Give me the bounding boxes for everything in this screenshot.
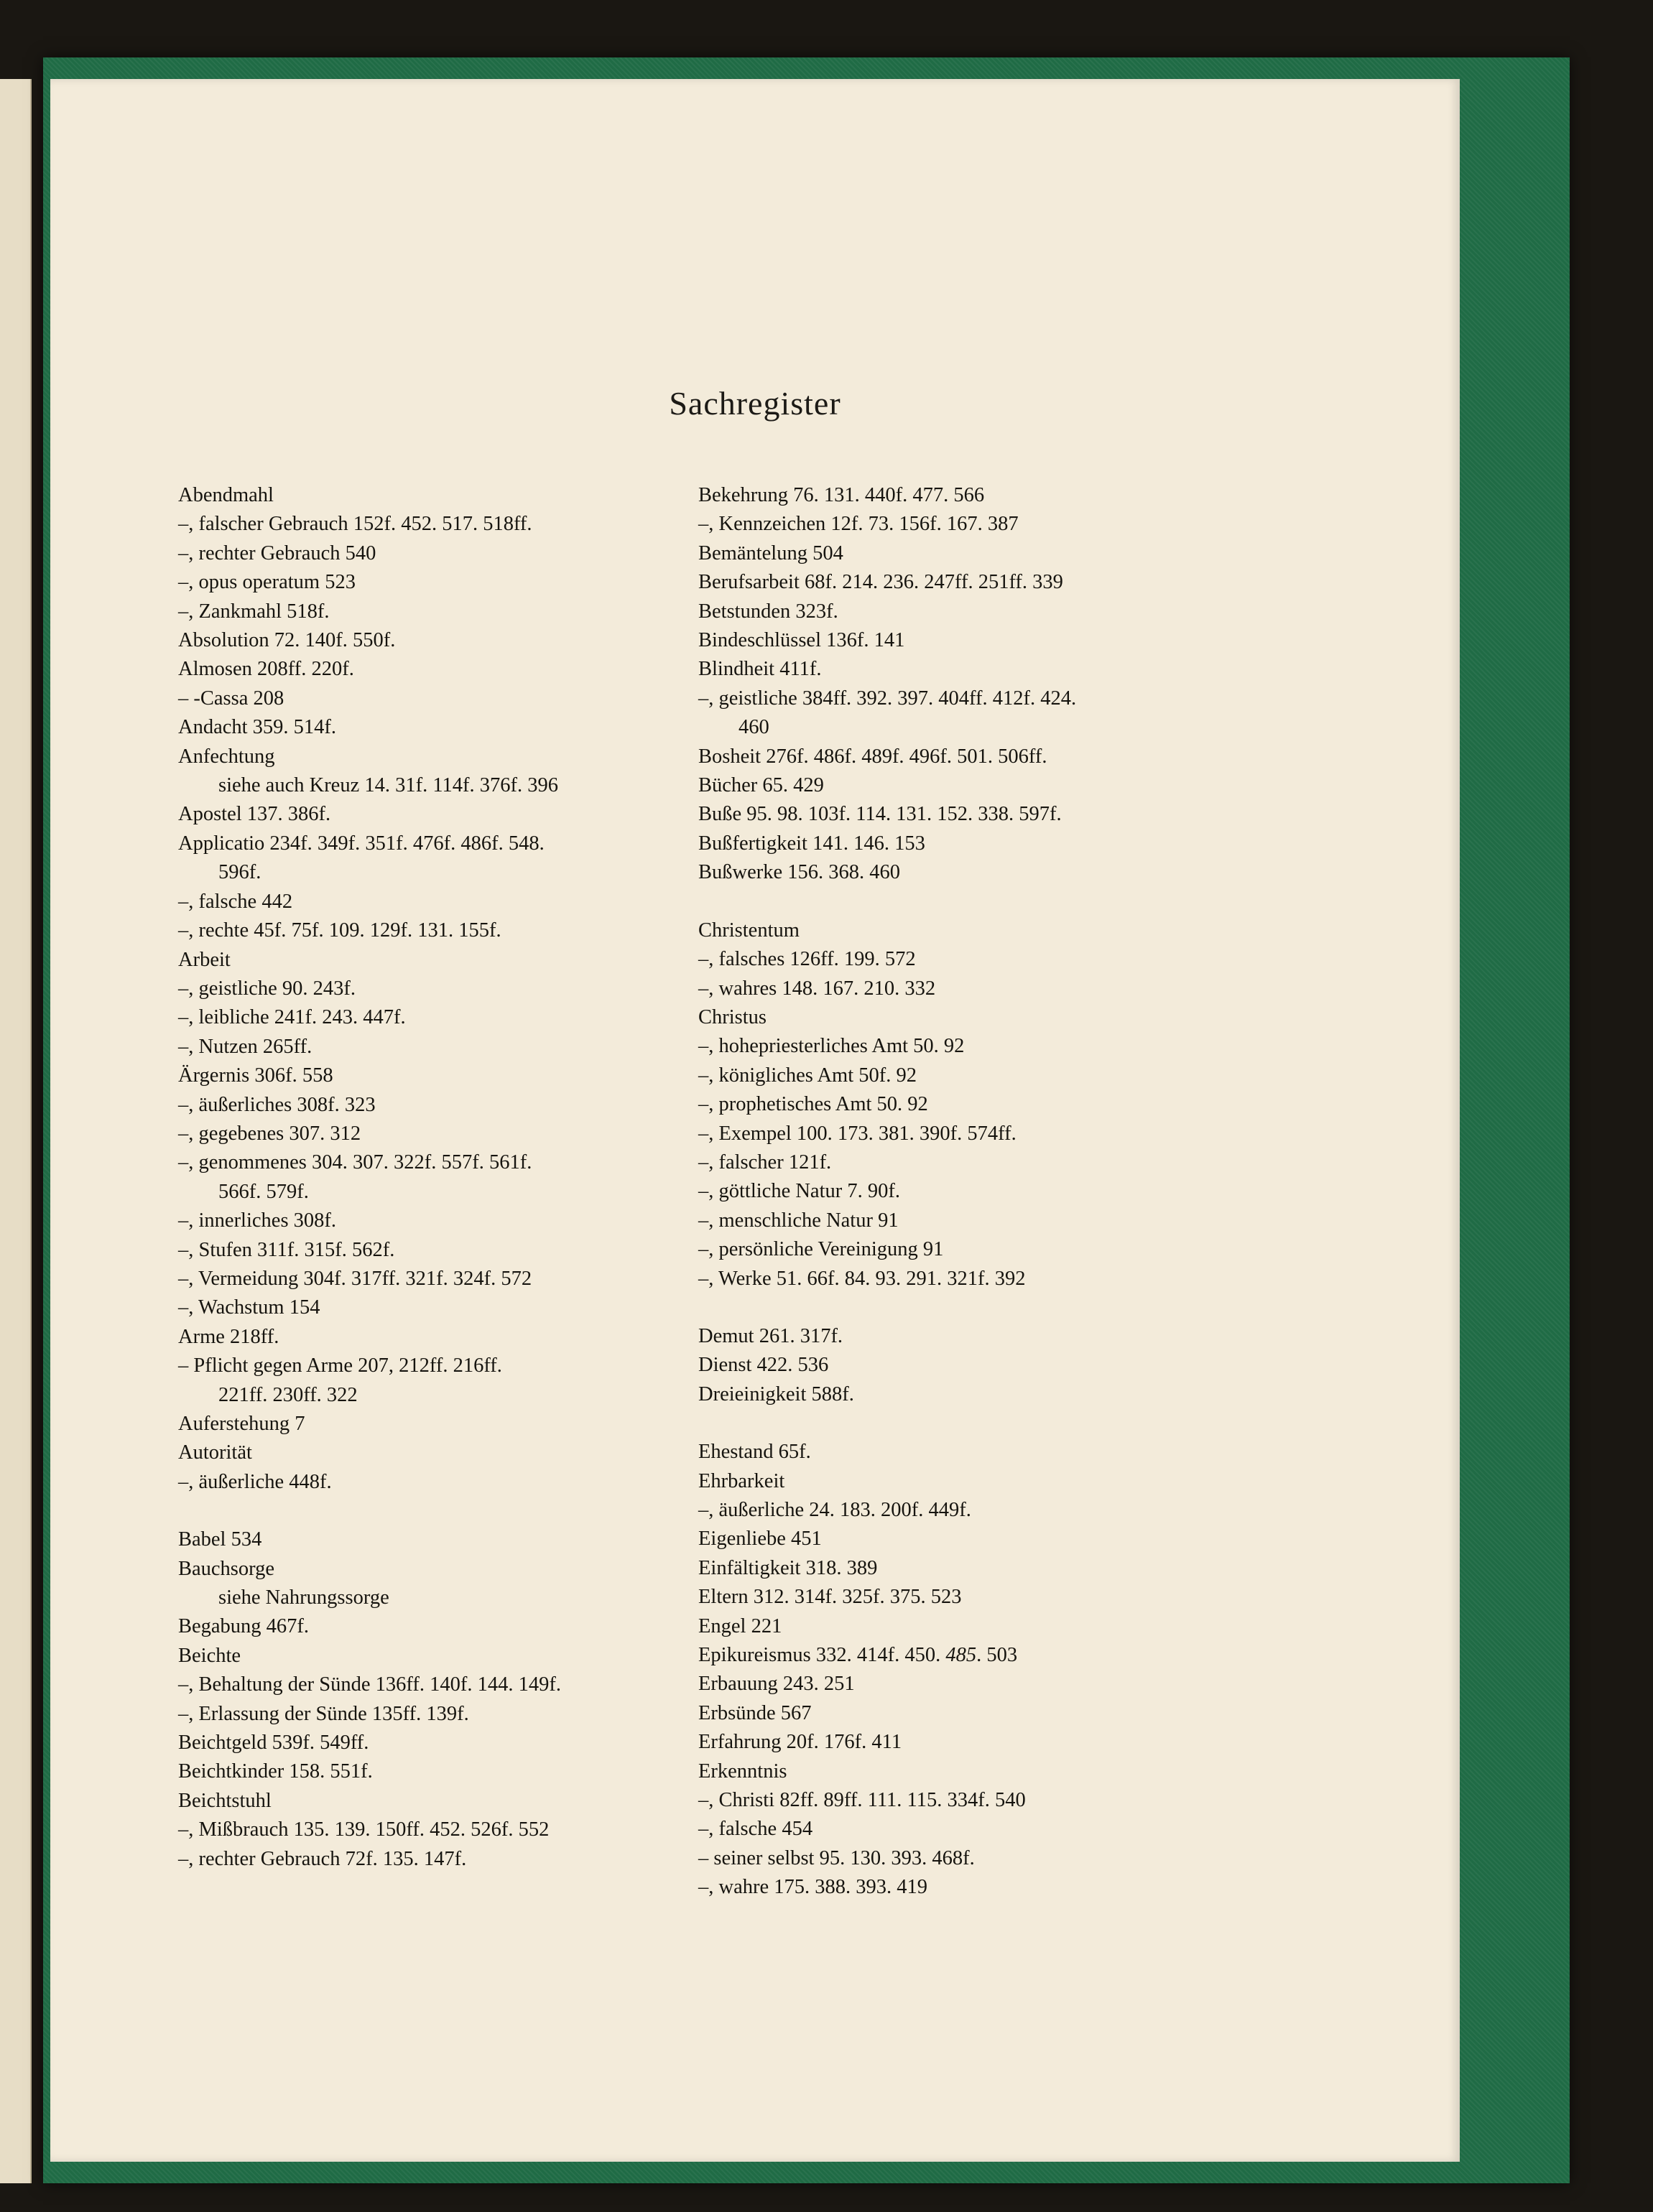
index-subentry [698,975,1251,1003]
index-entry [698,1699,1251,1728]
index-column-right [698,481,1251,1902]
entry-text: –, königliches Amt 50f. 92 [698,1064,917,1087]
index-entry [698,1757,1251,1786]
index-subentry [178,916,731,945]
index-entry [698,626,1251,655]
entry-text: Ehrbarkeit [698,1469,785,1492]
index-subentry [178,1207,731,1235]
entry-text: Autorität [178,1441,252,1464]
index-entry [698,858,1251,887]
entry-text: –, äußerliches 308f. 323 [178,1093,376,1116]
index-entry [698,1670,1251,1698]
entry-text: –, wahre 175. 388. 393. 419 [698,1876,927,1899]
index-entry [178,655,731,684]
index-entry [698,830,1251,858]
entry-text: –, Zankmahl 518f. [178,600,330,623]
index-subentry [698,1148,1251,1177]
index-entry [698,916,1251,945]
entry-text: Bemäntelung 504 [698,542,843,564]
entry-text: –, innerliches 308f. [178,1209,337,1232]
index-entry [698,1641,1251,1670]
entry-text: Bußfertigkeit 141. 146. 153 [698,832,925,855]
index-entry [178,1787,731,1816]
entry-text: –, äußerliche 24. 183. 200f. 449f. [698,1499,971,1521]
index-entry [698,1467,1251,1496]
entry-text: –, falscher 121f. [698,1151,832,1174]
entry-text: Erbauung 243. 251 [698,1673,855,1696]
index-entry [178,830,731,858]
entry-text: siehe Nahrungssorge [218,1586,389,1609]
entry-text: –, Vermeidung 304f. 317ff. 321f. 324f. 572 [178,1267,532,1290]
section-gap [178,1497,731,1525]
index-entry [698,1554,1251,1583]
index-subentry [698,1061,1251,1090]
entry-text: –, äußerliche 448f. [178,1470,332,1493]
index-entry [178,626,731,655]
index-subentry [698,1032,1251,1061]
entry-text: –, hohepriesterliches Amt 50. 92 [698,1035,965,1058]
index-entry [178,1323,731,1352]
index-subentry [698,684,1251,713]
entry-text: Christentum [698,919,800,942]
entry-text: Beichtgeld 539f. 549ff. [178,1732,369,1755]
entry-text: –, geistliche 90. 243f. [178,977,356,1000]
entry-text: –, Behaltung der Sünde 136ff. 140f. 144. 149f. [178,1673,561,1696]
entry-text: Erbsünde 567 [698,1701,812,1724]
entry-text: –, persönliche Vereinigung 91 [698,1238,944,1261]
index-subentry [178,1352,731,1380]
index-entry [178,1555,731,1584]
index-entry [178,743,731,771]
entry-text: Erkenntnis [698,1760,787,1783]
index-subentry [178,539,731,568]
entry-text: –, menschliche Natur 91 [698,1209,899,1232]
entry-text: –, Werke 51. 66f. 84. 93. 291. 321f. 392 [698,1267,1026,1290]
entry-text: –, falsche 442 [178,890,293,913]
entry-text: –, Christi 82ff. 89ff. 111. 115. 334f. 540 [698,1789,1026,1812]
entry-text: Bauchsorge [178,1557,275,1580]
index-entry [698,1728,1251,1757]
index-subentry [178,568,731,597]
entry-text: –, Kennzeichen 12f. 73. 156f. 167. 387 [698,513,1019,536]
entry-text: Beichtstuhl [178,1789,272,1812]
entry-text: –, göttliche Natur 7. 90f. [698,1180,900,1203]
index-entry [698,1380,1251,1409]
entry-text: –, Stufen 311f. 315f. 562f. [178,1238,395,1261]
entry-text: Bußwerke 156. 368. 460 [698,861,901,884]
entry-text: Beichtkinder 158. 551f. [178,1760,373,1783]
entry-text: Eltern 312. 314f. 325f. 375. 523 [698,1586,962,1609]
index-subentry [178,771,731,800]
index-entry-continuation [178,858,731,887]
entry-text: –, falsches 126ff. 199. 572 [698,948,916,971]
index-entry [178,800,731,829]
entry-text: –, leibliche 241f. 243. 447f. [178,1006,406,1029]
entry-text: Epikureismus 332. 414f. 450. [698,1644,941,1667]
index-subentry [178,888,731,916]
index-entry [698,481,1251,510]
index-subentry [698,1786,1251,1815]
index-subentry [698,1090,1251,1119]
index-entry [178,946,731,975]
index-subentry [178,1091,731,1120]
entry-text: Betstunden 323f. [698,600,838,623]
entry-text: Blindheit 411f. [698,658,822,681]
index-subentry [698,1873,1251,1902]
entry-text: Ärgernis 306f. 558 [178,1064,333,1087]
entry-text: –, rechter Gebrauch 540 [178,542,376,564]
index-entry [698,1351,1251,1380]
entry-text: –, wahres 148. 167. 210. 332 [698,977,936,1000]
entry-text: Babel 534 [178,1528,262,1551]
index-subentry [178,1003,731,1032]
entry-text: –, Erlassung der Sünde 135ff. 139f. [178,1702,469,1725]
entry-text: Dienst 422. 536 [698,1354,829,1377]
entry-text: –, gegebenes 307. 312 [178,1122,361,1145]
entry-text: –, falsche 454 [698,1818,813,1841]
entry-text: 221ff. 230ff. 322 [218,1383,358,1406]
index-entry [698,800,1251,829]
index-entry [178,1612,731,1641]
index-subentry [178,1468,731,1497]
entry-text: Buße 95. 98. 103f. 114. 131. 152. 338. 597f. [698,803,1062,826]
entry-text: –, Exempel 100. 173. 381. 390f. 574ff. [698,1122,1017,1145]
index-subentry [698,1177,1251,1206]
index-entry [698,1612,1251,1641]
entry-text: Dreieinigkeit 588f. [698,1382,854,1405]
entry-text: –, rechter Gebrauch 72f. 135. 147f. [178,1847,467,1870]
index-subentry [698,1265,1251,1293]
entry-text: –, Mißbrauch 135. 139. 150ff. 452. 526f. 552 [178,1818,550,1841]
entry-text: Berufsarbeit 68f. 214. 236. 247ff. 251ff. 339 [698,571,1063,594]
entry-text: Beichte [178,1644,241,1667]
index-subentry [178,1845,731,1874]
section-gap [698,1409,1251,1438]
entry-text: Arbeit [178,948,231,971]
index-entry [178,1729,731,1757]
index-subentry [178,1033,731,1061]
index-subentry [698,510,1251,539]
index-entry [698,1438,1251,1467]
index-subentry [178,1700,731,1729]
index-subentry [178,684,731,713]
index-entry [698,598,1251,626]
index-subentry [698,1496,1251,1525]
entry-text: Einfältigkeit 318. 389 [698,1556,878,1579]
index-entry [178,1642,731,1670]
index-entry [178,1757,731,1786]
index-entry [178,713,731,742]
entry-text: Erfahrung 20f. 176f. 411 [698,1731,902,1754]
entry-text: Bekehrung 76. 131. 440f. 477. 566 [698,484,985,506]
page-title: Sachregister [669,385,841,422]
index-entry-continuation [178,1381,731,1410]
entry-italic-page: 485 [945,1644,977,1667]
entry-text: 596f. [218,861,261,884]
entry-text: – seiner selbst 95. 130. 393. 468f. [698,1846,975,1869]
entry-text: siehe auch Kreuz 14. 31f. 114f. 376f. 396 [218,774,559,797]
entry-text: Ehestand 65f. [698,1441,811,1464]
entry-text: –, Nutzen 265ff. [178,1035,312,1058]
index-subentry [178,510,731,539]
index-entry [698,1003,1251,1032]
index-entry [698,655,1251,684]
index-entry [698,539,1251,568]
entry-text: Christus [698,1005,767,1028]
entry-text: –, opus operatum 523 [178,571,356,594]
entry-text: Abendmahl [178,484,274,506]
index-entry [698,743,1251,771]
entry-text: –, genommenes 304. 307. 322f. 557f. 561f. [178,1151,532,1174]
entry-text: Absolution 72. 140f. 550f. [178,629,396,652]
index-subentry [178,975,731,1003]
entry-text: –, falscher Gebrauch 152f. 452. 517. 518ff. [178,513,532,536]
index-subentry [178,598,731,626]
index-entry [698,568,1251,597]
index-subentry [178,1816,731,1844]
entry-text: Arme 218ff. [178,1325,279,1348]
entry-text: Demut 261. 317f. [698,1324,843,1347]
entry-text: Applicatio 234f. 349f. 351f. 476f. 486f. 548. [178,832,545,855]
entry-text: –, Wachstum 154 [178,1296,320,1319]
entry-text: Bücher 65. 429 [698,774,824,797]
index-entry [698,1525,1251,1553]
entry-text: Engel 221 [698,1614,782,1637]
index-entry [698,1322,1251,1351]
index-subentry [178,1120,731,1148]
index-column-left [178,481,731,1874]
index-subentry [698,1815,1251,1844]
entry-text: Anfechtung [178,745,275,768]
entry-text: Begabung 467f. [178,1615,310,1638]
index-entry [698,771,1251,800]
index-entry [698,1583,1251,1612]
index-subentry [178,1265,731,1293]
entry-text: Bindeschlüssel 136f. 141 [698,629,905,652]
index-subentry [698,1235,1251,1264]
section-gap [698,1293,1251,1322]
index-subentry [178,1670,731,1699]
entry-text: –, prophetisches Amt 50. 92 [698,1093,928,1116]
index-entry [178,1410,731,1439]
book-page [50,79,1460,2162]
index-subentry [698,1844,1251,1873]
index-entry [178,481,731,510]
entry-text: Auferstehung 7 [178,1413,305,1435]
section-gap [698,888,1251,916]
index-entry [178,1439,731,1467]
index-subentry [698,945,1251,974]
entry-text: Apostel 137. 386f. [178,803,331,826]
entry-text: –, geistliche 384ff. 392. 397. 404ff. 412f. 424. [698,687,1077,710]
index-subentry [178,1148,731,1177]
entry-text: – Pflicht gegen Arme 207, 212ff. 216ff. [178,1354,502,1377]
entry-text: Almosen 208ff. 220f. [178,658,354,681]
entry-text: –, rechte 45f. 75f. 109. 129f. 131. 155f. [178,919,501,942]
index-entry-continuation [178,1178,731,1207]
index-entry [178,1061,731,1090]
index-subentry [178,1236,731,1265]
index-entry [178,1525,731,1554]
index-entry-continuation [698,713,1251,742]
entry-text: Bosheit 276f. 486f. 489f. 496f. 501. 506ff. [698,745,1047,768]
index-subentry [178,1293,731,1322]
entry-text: Andacht 359. 514f. [178,716,337,739]
entry-text: Eigenliebe 451 [698,1528,822,1551]
previous-page-edge [0,79,32,2183]
entry-text-after: . 503 [976,1644,1018,1667]
index-subentry [178,1584,731,1612]
entry-text: – -Cassa 208 [178,687,284,710]
index-subentry [698,1207,1251,1235]
index-subentry [698,1120,1251,1148]
entry-text: 566f. 579f. [218,1180,309,1203]
entry-text: 460 [738,716,769,739]
